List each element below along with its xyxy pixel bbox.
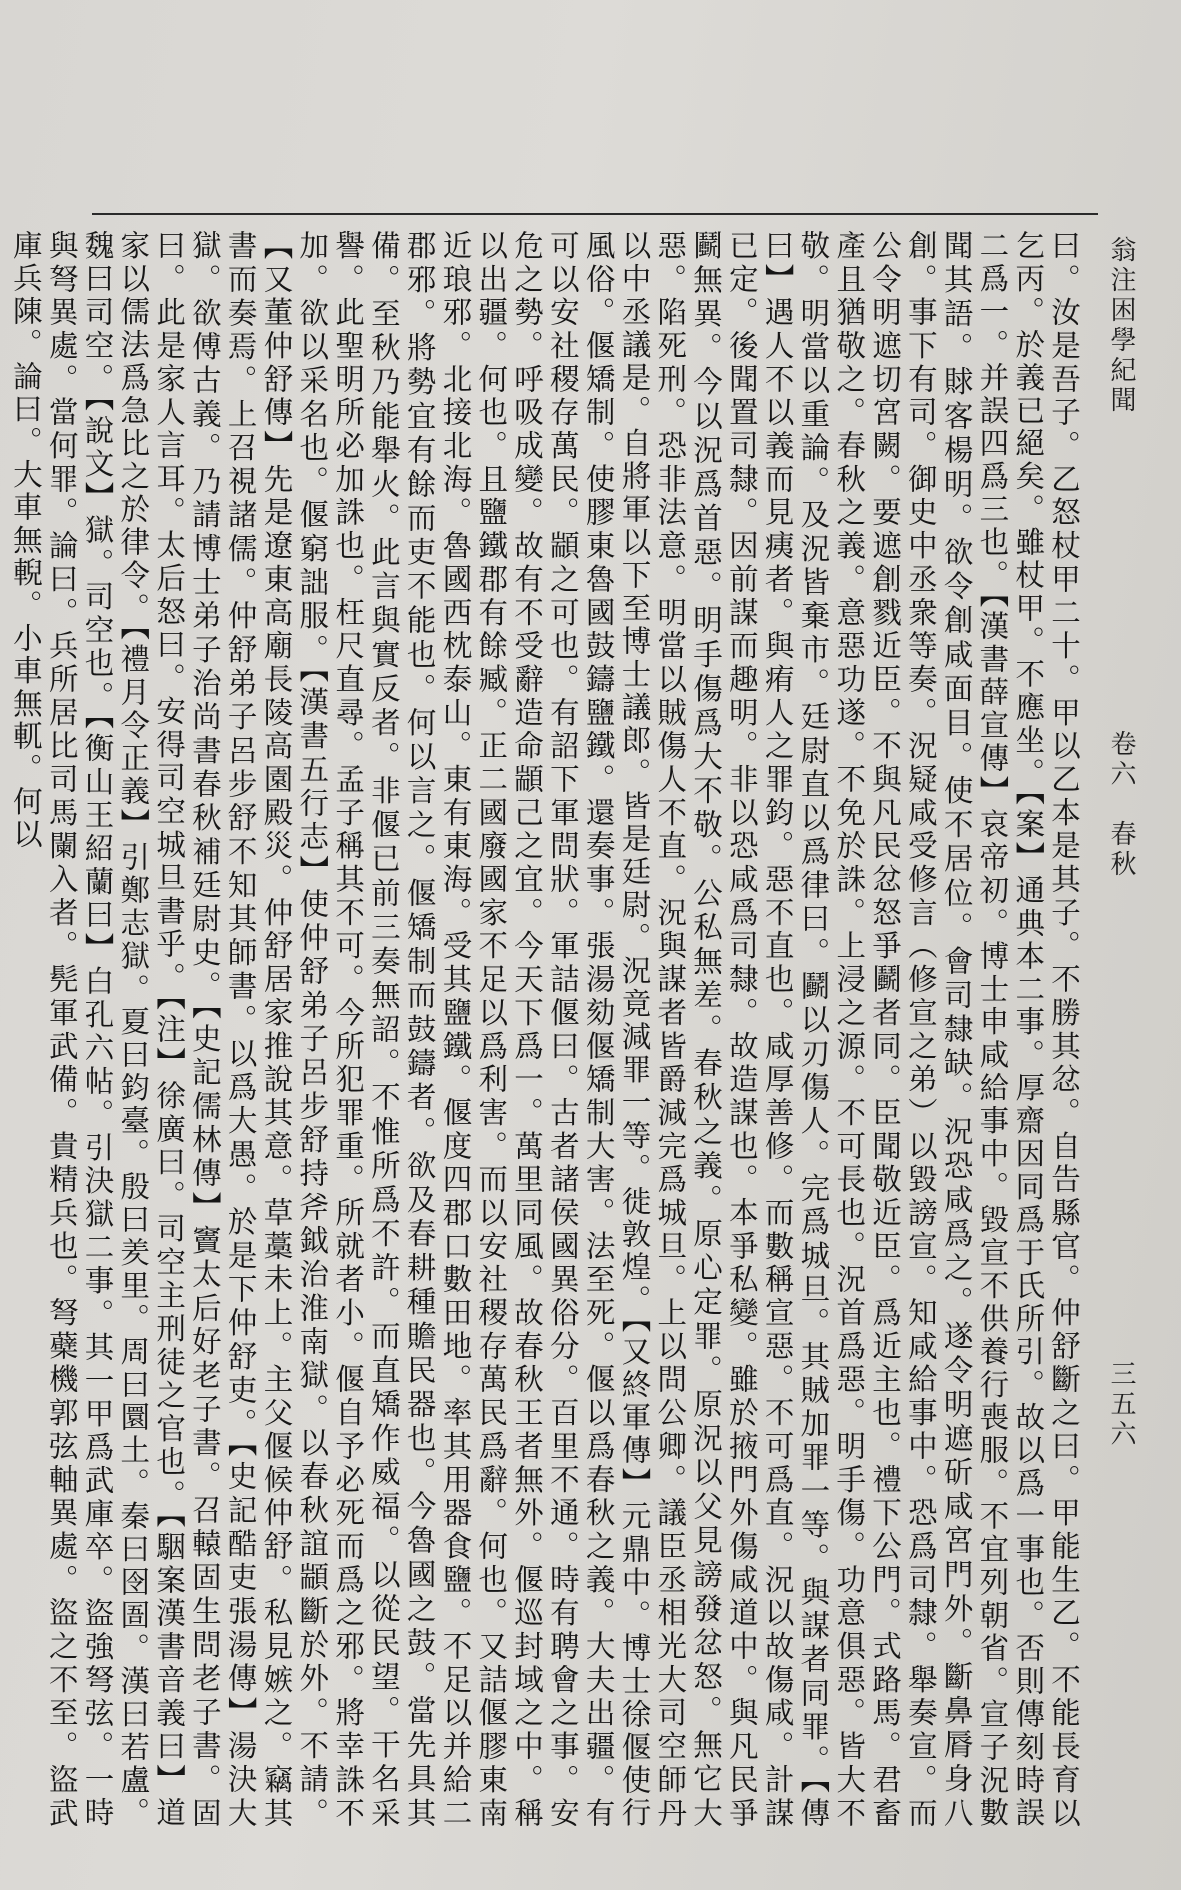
header-rule xyxy=(92,213,1098,215)
page-number: 三五六 xyxy=(1106,1360,1136,1450)
body-paragraph: 曰。汝是吾子。乙怒杖甲二十。甲以乙本是其子。不勝其忿。自告縣官。仲舒斷之曰。甲能生乙。不能長育以乞丙。於義已絕矣。雖杖甲。不應坐。【案】通典本二事。厚齋因同爲于氏所引。故以爲一事也。否則傳刻時誤二爲一。并誤四爲三也。【漢書薛宣傳】哀帝初。博士申咸給事中。毀宣不供養行喪服。不宜列朝省。宣子況數聞其語。賕客楊明。欲令創咸面目。使不居位。會司隸缺。況恐咸爲之。遂令明遮斫咸宮門外。斷鼻脣身八創。事下有司。御史中丞衆等奏。況疑咸受修言（修宣之弟）以毀謗宣。知咸給事中。恐爲司隸。舉奏宣。而公令明遮切宮闕。要遮創戮近臣。不與凡民忿怒爭鬬者同。臣聞敬近臣。爲近主也。禮下公門。式路馬。君畜產且猶敬之。春秋之義。意惡功遂。不免於誅。上浸之源。不可長也。況首爲惡。明手傷。功意俱惡。皆大不敬。明當以重論。及況皆棄市。廷尉直以爲律曰。鬬以刃傷人。完爲城旦。其賊加罪一等。與謀者同罪。【傳曰】遇人不以義而見痍者。與痏人之罪鈞。惡不直也。咸厚善修。而數稱宣惡。不可爲直。況以故傷咸。計謀已定。後聞置司隸。因前謀而趣明。非以恐咸爲司隸。故造謀也。本爭私變。雖於掖門外傷咸道中。與凡民爭鬬無異。今以況爲首惡。明手傷爲大不敬。公私無差。春秋之義。原心定罪。原況以父見謗發忿怒。無它大惡。陷死刑。恐非法意。明當以賊傷人不直。況與謀者皆爵減完爲城旦。上以問公卿。議臣丞相光大司空師丹以中丞議是。自將軍以下至博士議郎。皆是廷尉。況竟減罪一等。徙敦煌。【又終軍傳】元鼎中。博士徐偃使行風俗。偃矯制。使膠東魯國鼓鑄鹽鐵。還奏事。張湯劾偃矯制大害。法至死。偃以爲春秋之義。大夫出疆。有可以安社稷存萬民。顓之可也。有詔下軍問狀。軍詰偃曰。古者諸侯國異俗分。百里不通。時有聘會之事。安危之勢。呼吸成變。故有不受辭造命顓己之宜。今天下爲一。萬里同風。故春秋王者無外。偃巡封域之中。稱以出疆。何也。且鹽鐵郡有餘臧。正二國廢國家不足以爲利害。而以安社稷存萬民爲辭。何也。又詰偃膠東南近琅邪。北接北海。魯國西枕泰山。東有東海。受其鹽鐵。偃度四郡口數田地。率其用器食鹽。不足以并給二郡邪。將勢宜有餘而吏不能也。何以言之。偃矯制而鼓鑄者。欲及春耕種贍民器也。今魯國之鼓。當先具其備。至秋乃能舉火。此言與實反者。非偃已前三奏無詔。不惟所爲不許。而直矯作威福。以從民望。干名采譽。此聖明所必加誅也。枉尺直尋。孟子稱其不可。今所犯罪重。所就者小。偃自予必死而爲之邪。將幸誅不加。欲以采名也。偃窮詘服。【漢書五行志】使仲舒弟子呂步舒持斧鉞治淮南獄。以春秋誼顓斷於外。不請。【又董仲舒傳】先是遼東高廟長陵高園殿災。仲舒居家推說其意。草藁未上。主父偃候仲舒。私見嫉之。竊其書而奏焉。上召視諸儒。仲舒弟子呂步舒不知其師書。以爲大愚。於是下仲舒吏。【史記酷吏張湯傳】湯決大獄。欲傅古義。乃請博士弟子治尚書春秋補廷尉史。【史記儒林傳】竇太后好老子書。召轅固生問老子書。固曰。此是家人言耳。太后怒曰。安得司空城旦書乎。【注】徐廣曰。司空主刑徒之官也。【駰案漢書音義曰】道家以儒法爲急比之於律令。【禮月令正義】引鄭志獄。夏曰鈞臺。殷曰羑里。周曰圜土。秦曰囹圄。漢曰若盧。魏曰司空。【說文】獄。司空也。【衡山王紹蘭曰】白孔六帖。引決獄二事。其一甲爲武庫卒。盜強弩弦。一時與弩異處。當何罪。論曰。兵所居比司馬闌入者。髡軍武備。貴精兵也。弩蘗機郭弦軸異處。盜之不至。盜武庫兵陳。論曰。大車無輗。小車無軏。何以 xyxy=(8,230,1081,1830)
volume-label: 卷六 春秋 xyxy=(1106,730,1136,880)
book-title: 翁注困學紀聞 xyxy=(1106,236,1136,416)
body-text xyxy=(8,230,1081,1830)
